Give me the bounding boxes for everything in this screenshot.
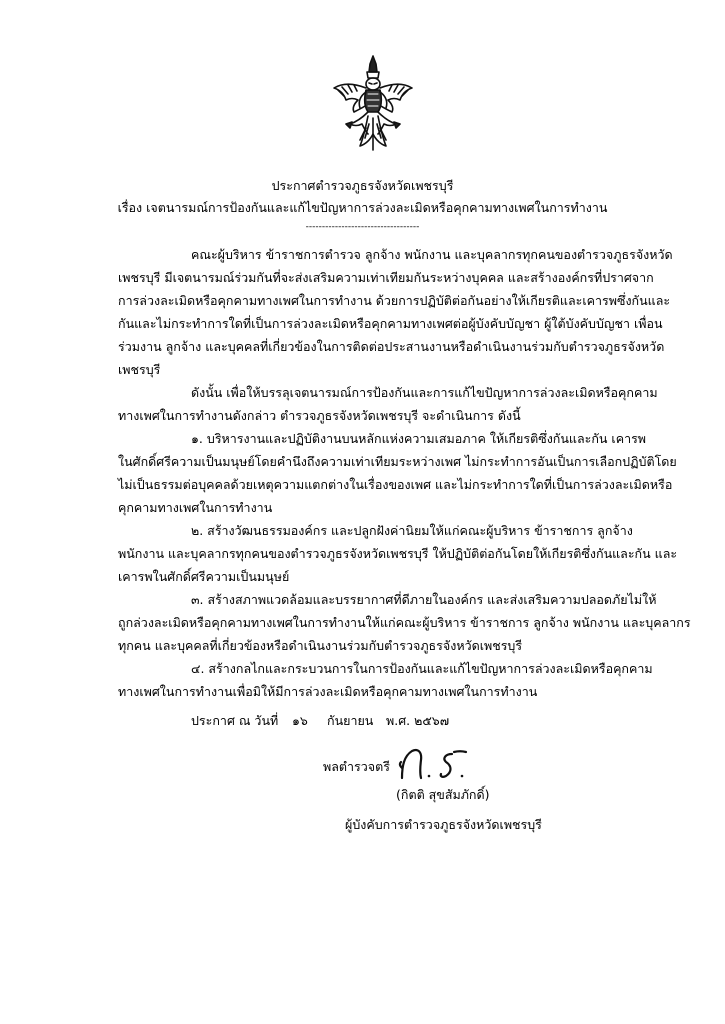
- body-line: คุกคามทางเพศในการทำงาน: [118, 500, 273, 515]
- announcement-subject: เรื่อง เจตนารมณ์การป้องกันและแก้ไขปัญหาการล่วงละเมิดหรือคุกคามทางเพศในการทำงาน: [117, 200, 608, 215]
- subject-separator: -----------------------------------: [305, 222, 420, 232]
- announcement-title: ประกาศตำรวจภูธรจังหวัดเพชรบุรี: [271, 178, 454, 193]
- date-month: กันยายน: [327, 713, 374, 728]
- handwritten-signature: [396, 746, 482, 782]
- body-line: ถูกล่วงละเมิดหรือคุกคามทางเพศในการทำงานให้แก่คณะผู้บริหาร ข้าราชการ ลูกจ้าง พนักงาน และบุคลากร: [118, 615, 691, 630]
- signer-rank: พลตำรวจตรี: [323, 759, 390, 774]
- body-line: ทางเพศในการทำงานดังกล่าว ตำรวจภูธรจังหวัดเพชรบุรี จะดำเนินการ ดังนี้: [118, 408, 521, 423]
- body-line: ทุกคน และบุคคลที่เกี่ยวข้องหรือดำเนินงานร่วมกับตำรวจภูธรจังหวัดเพชรบุรี: [118, 638, 523, 653]
- signer-position: ผู้บังคับการตำรวจภูธรจังหวัดเพชรบุรี: [345, 817, 542, 832]
- body-line: กันและไม่กระทำการใดที่เป็นการล่วงละเมิดหรือคุกคามทางเพศต่อผู้บังคับบัญชา ผู้ใต้บังคับบัญชา เพื่อน: [118, 316, 663, 331]
- body-line: เพชรบุรี: [118, 362, 161, 377]
- body-line: ๓. สร้างสภาพแวดล้อมและบรรยากาศที่ดีภายในองค์กร และส่งเสริมความปลอดภัยไม่ให้: [191, 592, 657, 607]
- body-line: คณะผู้บริหาร ข้าราชการตำรวจ ลูกจ้าง พนักงาน และบุคลากรทุกคนของตำรวจภูธรจังหวัด: [191, 247, 673, 262]
- body-line: ๔. สร้างกลไกและกระบวนการในการป้องกันและแก้ไขปัญหาการล่วงละเมิดหรือคุกคาม: [191, 661, 653, 676]
- body-line: ไม่เป็นธรรมต่อบุคคลด้วยเหตุความแตกต่างในเรื่องของเพศ และไม่กระทำการใดที่เป็นการล่วงละเมิดหรือ: [118, 477, 673, 492]
- body-line: ดังนั้น เพื่อให้บรรลุเจตนารมณ์การป้องกันและการแก้ไขปัญหาการล่วงละเมิดหรือคุกคาม: [191, 385, 658, 400]
- body-line: ในศักดิ์ศรีความเป็นมนุษย์โดยคำนึงถึงความเท่าเทียมระหว่างเพศ ไม่กระทำการอันเป็นการเลือกปฏิบัติโดย: [118, 454, 677, 469]
- date-year: พ.ศ. ๒๕๖๗: [386, 713, 450, 728]
- date-day: ๑๖: [292, 713, 308, 728]
- signer-name: (กิตติ สุขสัมภักดิ์): [396, 787, 490, 802]
- body-line: การล่วงละเมิดหรือคุกคามทางเพศในการทำงาน ด้วยการปฏิบัติต่อกันอย่างให้เกียรติและเคารพซึ่งกันและ: [118, 293, 671, 308]
- body-line: พนักงาน และบุคลากรทุกคนของตำรวจภูธรจังหวัดเพชรบุรี ให้ปฏิบัติต่อกันโดยให้เกียรติซึ่งกันและกัน และ: [118, 546, 678, 561]
- body-line: ร่วมงาน ลูกจ้าง และบุคคลที่เกี่ยวข้องในการติดต่อประสานงานหรือดำเนินงานร่วมกับตำรวจภูธรจังหวัด: [118, 339, 665, 354]
- body-line: ๑. บริหารงานและปฏิบัติงานบนหลักแห่งความเสมอภาค ให้เกียรติซึ่งกันและกัน เคารพ: [191, 431, 647, 446]
- body-line: เคารพในศักดิ์ศรีความเป็นมนุษย์: [118, 569, 290, 584]
- garuda-emblem-icon: [330, 54, 416, 154]
- body-line: เพชรบุรี มีเจตนารมณ์ร่วมกันที่จะส่งเสริมความเท่าเทียมกันระหว่างบุคคล และสร้างองค์กรที่ปราศจาก: [118, 270, 654, 285]
- body-line: ทางเพศในการทำงานเพื่อมิให้มีการล่วงละเมิดหรือคุกคามทางเพศในการทำงาน: [118, 684, 538, 699]
- date-prefix: ประกาศ ณ วันที่: [191, 713, 279, 728]
- body-line: ๒. สร้างวัฒนธรรมองค์กร และปลูกฝังค่านิยมให้แก่คณะผู้บริหาร ข้าราชการ ลูกจ้าง: [191, 523, 633, 538]
